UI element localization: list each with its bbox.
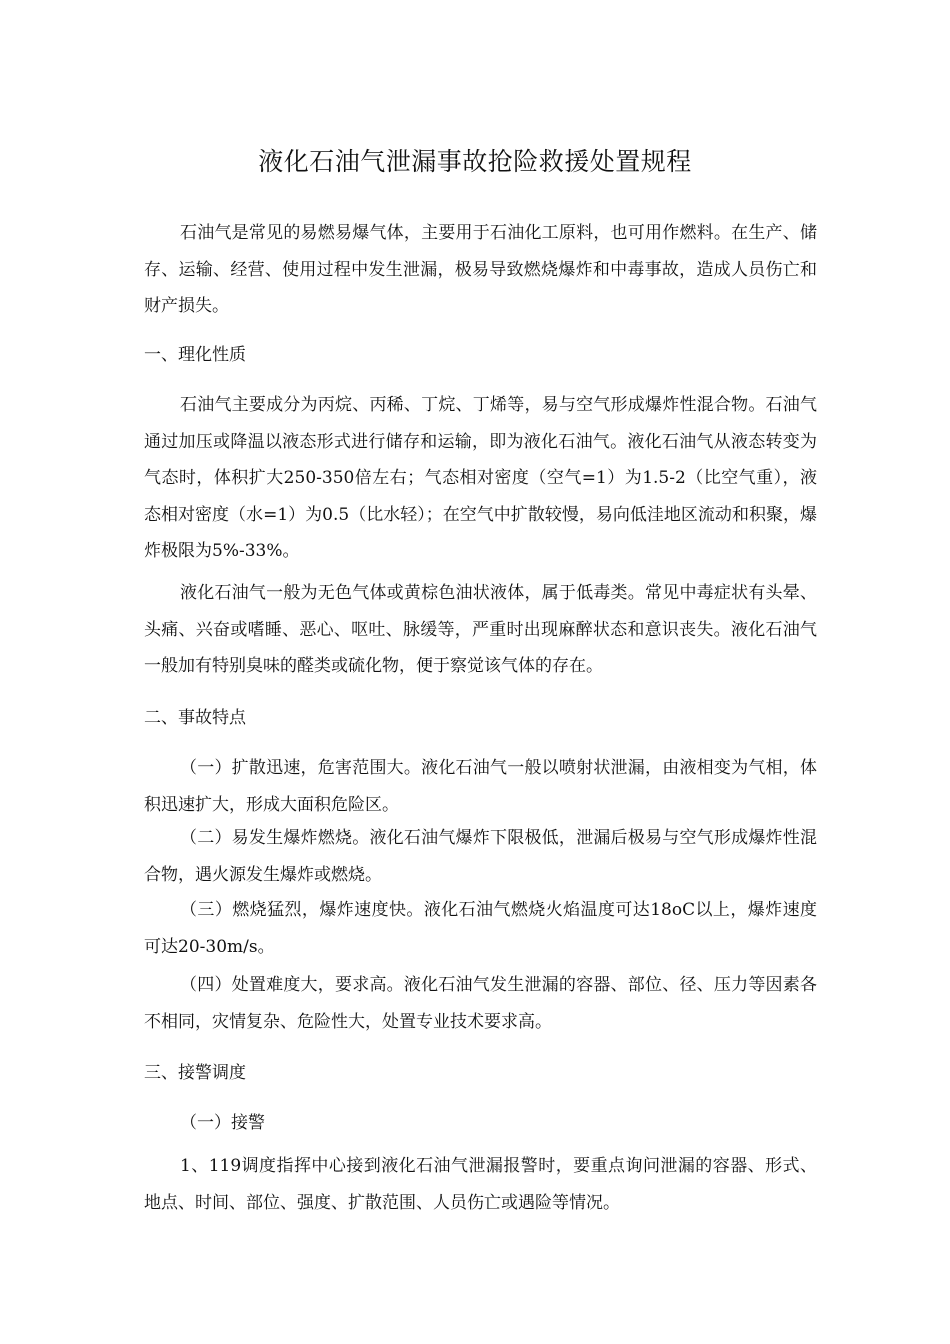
document-title: 液化石油气泄漏事故抢险救援处置规程 [258, 147, 692, 176]
dispatch-paragraph-1: 1、119调度指挥中心接到液化石油气泄漏报警时，要重点询问泄漏的容器、形式、地点、时间、部位、强度、扩散范围、人员伤亡或遇险等情况。 [144, 1156, 817, 1213]
subheading-receive-alarm: （一）接警 [180, 1113, 265, 1133]
intro-paragraph: 石油气是常见的易燃易爆气体，主要用于石油化工原料，也可用作燃料。在生产、储存、运输、经营、使用过程中发生泄漏，极易导致燃烧爆炸和中毒事故，造成人员伤亡和财产损失。 [144, 223, 817, 316]
section-heading-dispatch: 三、接警调度 [144, 1063, 246, 1083]
properties-paragraph-1: 石油气主要成分为丙烷、丙稀、丁烷、丁烯等，易与空气形成爆炸性混合物。石油气通过加压或降温以液态形式进行储存和运输，即为液化石油气。液化石油气从液态转变为气态时，体积扩大250-350倍左右；气态相对密度（空气=1）为1.5-2（比空气重），液态相对密度（水=1）为0.5（比水轻）；在空气中扩散较慢，易向低洼地区流动和积聚，爆炸极限为5%-33%。 [144, 395, 817, 561]
characteristic-item-2: （二）易发生爆炸燃烧。液化石油气爆炸下限极低，泄漏后极易与空气形成爆炸性混合物，遇火源发生爆炸或燃烧。 [144, 828, 817, 885]
characteristic-item-4: （四）处置难度大，要求高。液化石油气发生泄漏的容器、部位、径、压力等因素各不相同，灾情复杂、危险性大，处置专业技术要求高。 [144, 975, 817, 1032]
section-heading-properties: 一、理化性质 [144, 345, 246, 365]
characteristic-item-1: （一）扩散迅速，危害范围大。液化石油气一般以喷射状泄漏，由液相变为气相，体积迅速扩大，形成大面积危险区。 [144, 758, 817, 815]
section-heading-characteristics: 二、事故特点 [144, 708, 246, 728]
characteristic-item-3: （三）燃烧猛烈，爆炸速度快。液化石油气燃烧火焰温度可达18oC以上，爆炸速度可达20-30m/s。 [144, 900, 817, 957]
properties-paragraph-2: 液化石油气一般为无色气体或黄棕色油状液体，属于低毒类。常见中毒症状有头晕、头痛、兴奋或嗜睡、恶心、呕吐、脉缓等，严重时出现麻醉状态和意识丧失。液化石油气一般加有特别臭味的醛类或硫化物，便于察觉该气体的存在。 [144, 583, 817, 676]
